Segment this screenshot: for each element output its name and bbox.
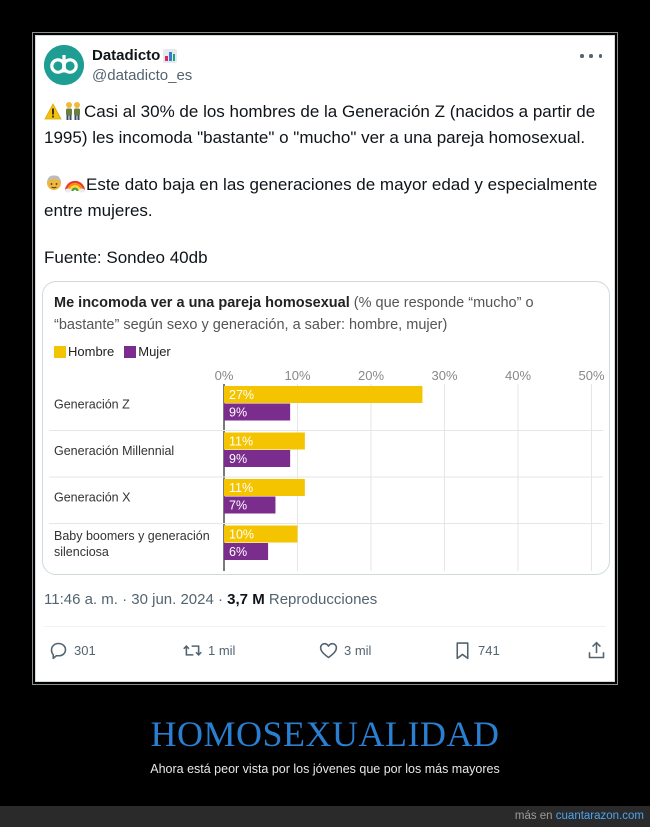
chart-legend	[54, 344, 177, 359]
page-headline: HOMOSEXUALIDAD	[150, 714, 500, 754]
tweet-header	[44, 45, 606, 89]
category-label: Baby boomers y generación	[54, 529, 210, 543]
bar-chart	[43, 366, 610, 571]
legend-swatch-hombre	[54, 346, 66, 358]
warning-emoji-icon	[44, 103, 62, 126]
person-emoji-icon	[44, 174, 64, 199]
x-tick-label: 50%	[578, 368, 605, 383]
legend-label-hombre: Hombre	[68, 344, 115, 359]
footer-bar	[0, 806, 650, 827]
like-button[interactable]	[318, 640, 371, 661]
bar-value-label: 9%	[229, 405, 248, 420]
heart-icon	[318, 640, 339, 661]
rainbow-emoji-icon	[65, 174, 85, 199]
paragraph-2-text: Este dato baja en las generaciones de mayor edad y especialmente entre mujeres.	[44, 175, 598, 220]
datadicto-logo-icon	[44, 45, 84, 85]
divider	[44, 626, 606, 627]
legend-label-mujer: Mujer	[138, 344, 171, 359]
page-subline: Ahora está peor vista por los jóvenes que por los más mayores	[150, 762, 500, 776]
share-button[interactable]	[586, 640, 607, 661]
tweet-timestamp[interactable]: 11:46 a. m. · 30 jun. 2024 ·	[44, 591, 228, 608]
paragraph-3-text: Fuente: Sondeo 40db	[44, 248, 208, 267]
chart-image-card[interactable]	[42, 281, 610, 575]
tweet-paragraph-1	[44, 100, 606, 149]
footer-prefix: más en	[514, 810, 556, 822]
bar-value-label: 9%	[229, 452, 248, 466]
user-handle[interactable]: @datadicto_es	[92, 67, 193, 84]
category-label: silenciosa	[54, 545, 109, 559]
bar-value-label: 7%	[229, 498, 248, 513]
category-label: Generación Z	[54, 397, 130, 412]
chart-title	[54, 292, 594, 336]
footer-link[interactable]: cuantarazon.com	[555, 810, 644, 822]
user-name[interactable]	[92, 47, 177, 64]
reply-icon	[48, 640, 69, 661]
tweet-frame	[32, 32, 618, 685]
share-icon	[586, 640, 607, 661]
bar-value-label: 6%	[229, 545, 248, 559]
x-tick-label: 0%	[214, 368, 234, 383]
x-tick-label: 40%	[504, 368, 532, 383]
retweet-icon	[182, 640, 203, 661]
paragraph-1-text: Casi al 30% de los hombres de la Generación Z (nacidos a partir de 1995) les incomoda "bastante" o "mucho" ver a una pareja homosexual.	[44, 102, 596, 147]
footer-text	[515, 810, 644, 822]
x-tick-label: 30%	[431, 368, 458, 383]
bookmark-icon	[452, 640, 473, 661]
views-label: Reproducciones	[264, 591, 378, 608]
reply-count: 301	[74, 643, 96, 658]
bookmark-button[interactable]	[452, 640, 500, 661]
bookmark-count: 741	[478, 643, 500, 658]
chart-title-bold: Me incomoda ver a una pareja homosexual	[54, 295, 350, 311]
tweet-meta	[44, 591, 377, 608]
legend-swatch-mujer	[124, 346, 136, 358]
x-tick-label: 10%	[284, 368, 311, 383]
user-name-text: Datadicto	[92, 47, 161, 64]
views-count: 3,7 M	[227, 591, 265, 608]
bar-value-label: 27%	[229, 388, 255, 402]
like-count: 3 mil	[344, 643, 372, 658]
reply-button[interactable]	[48, 640, 96, 661]
avatar[interactable]	[44, 45, 84, 85]
bar-chart-emoji-icon	[163, 49, 177, 63]
category-label: Generación X	[54, 490, 131, 505]
two-men-emoji-icon	[63, 101, 83, 126]
bar-value-label: 10%	[229, 527, 255, 542]
category-label: Generación Millennial	[54, 444, 175, 458]
tweet-card[interactable]	[35, 35, 615, 682]
bar-value-label: 11%	[229, 434, 254, 449]
legend-item-hombre	[54, 344, 114, 359]
tweet-paragraph-3	[44, 246, 606, 269]
x-tick-label: 20%	[357, 368, 385, 383]
more-options-icon[interactable]	[580, 49, 602, 63]
retweet-button[interactable]	[182, 640, 235, 661]
tweet-paragraph-2	[44, 173, 606, 222]
tweet-actions	[44, 640, 606, 664]
legend-item-mujer	[124, 344, 171, 359]
chart-title-rest: (% que responde “mucho” o “bastante” según sexo y generación, a saber: hombre, mujer)	[54, 295, 534, 333]
bar-value-label: 11%	[229, 481, 254, 495]
retweet-count: 1 mil	[208, 643, 236, 658]
